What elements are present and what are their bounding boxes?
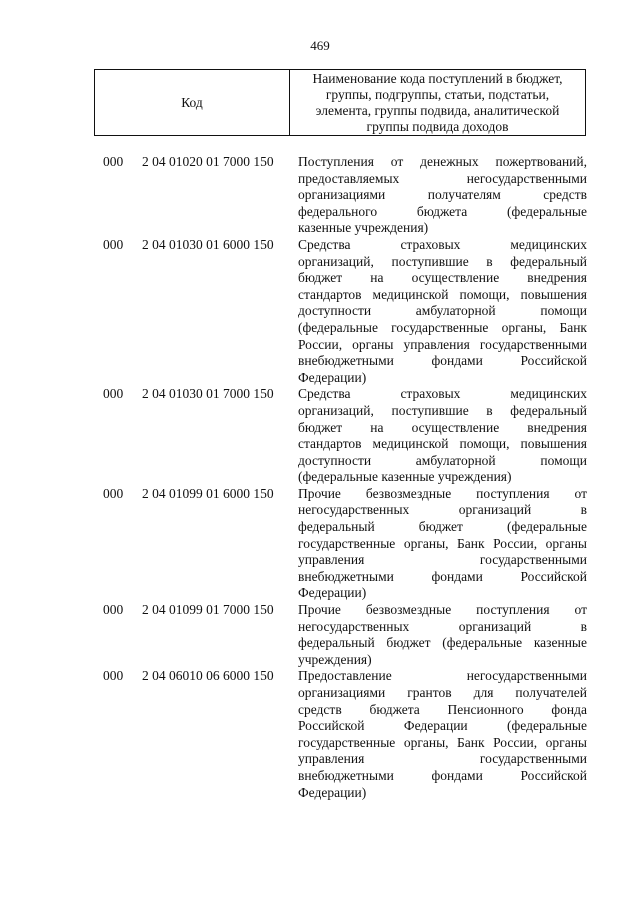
revenue-description [298,154,587,237]
description-line: Прочие безвозмездные поступления от [298,602,587,618]
admin-code: 000 [103,386,124,402]
description-line: казенные учреждения) [298,220,429,236]
description-line: государственные органы, Банк России, органы [298,535,587,551]
description-line: Федерации) [298,369,367,385]
page-number: 469 [310,38,330,53]
description-line: управления государственными [298,552,587,568]
description-line: средств бюджета Пенсионного фонда [298,701,587,717]
table-row [0,237,640,386]
table-header [94,69,586,136]
description-line: организациями получателям средств [298,187,587,203]
description-line: доступности амбулаторной помощи [298,303,587,319]
header-name-cell [290,70,585,135]
description-line: учреждения) [298,651,372,667]
description-line: доступности амбулаторной помощи [298,452,587,468]
description-line: (федеральные государственные органы, Банк [298,319,587,335]
table-row [0,486,640,602]
admin-code: 000 [103,602,124,618]
description-line: организациями грантов для получателей [298,685,587,700]
table-row [0,154,640,237]
header-name-line: группы, подгруппы, статьи, подстатьи, [325,86,550,102]
description-line: Прочие безвозмездные поступления от [298,485,587,501]
header-name-line: элемента, группы подвида, аналитической [315,102,560,118]
description-line: бюджет на осуществление внедрения [298,270,587,286]
description-line: федеральный бюджет (федеральные казенные [298,635,587,651]
description-line: Поступления от денежных пожертвований, [298,154,587,169]
description-line: стандартов медицинской помощи, повышения [298,286,587,302]
admin-code: 000 [103,154,124,169]
description-line: внебюджетными фондами Российской [298,568,587,584]
header-name-line: группы подвида доходов [366,118,509,134]
header-code-cell: Код [95,70,290,135]
table-row [0,668,640,801]
table-row [0,602,640,668]
table-row [0,386,640,486]
revenue-description [298,237,587,386]
description-line: организаций, поступившие в федеральный [298,253,587,269]
description-line: Средства страховых медицинских [298,386,587,402]
description-line: России, органы управления государственными [298,336,587,352]
admin-code: 000 [103,236,124,252]
description-line: (федеральные казенные учреждения) [298,469,512,485]
description-line: внебюджетными фондами Российской [298,353,587,369]
description-line: негосударственных организаций в [298,502,587,518]
revenue-code: 2 04 01099 01 7000 150 [142,602,274,618]
revenue-description [298,668,587,801]
revenue-description [298,602,587,668]
description-line: организаций, поступившие в федеральный [298,402,587,418]
description-line: управления государственными [298,751,587,767]
description-line: государственные органы, Банк России, органы [298,734,587,750]
revenue-description [298,386,587,486]
description-line: предоставляемых негосударственными [298,170,587,186]
description-line: негосударственных организаций в [298,618,587,634]
header-name-line: Наименование кода поступлений в бюджет, [312,70,563,86]
revenue-code: 2 04 06010 06 6000 150 [142,668,274,684]
revenue-code: 2 04 01020 01 7000 150 [142,154,274,169]
description-line: бюджет на осуществление внедрения [298,419,587,435]
revenue-code-list [0,154,640,801]
description-line: внебюджетными фондами Российской [298,767,587,783]
description-line: Федерации) [298,784,367,800]
description-line: Предоставление негосударственными [298,668,587,684]
admin-code: 000 [103,485,124,501]
description-line: Средства страховых медицинских [298,236,587,252]
description-line: федерального бюджета (федеральные [298,203,587,219]
description-line: Российской Федерации (федеральные [298,718,587,734]
description-line: Федерации) [298,585,367,601]
admin-code: 000 [103,668,124,684]
revenue-description [298,486,587,602]
description-line: федеральный бюджет (федеральные [298,519,587,535]
revenue-code: 2 04 01030 01 6000 150 [142,236,274,252]
description-line: стандартов медицинской помощи, повышения [298,436,587,452]
revenue-code: 2 04 01030 01 7000 150 [142,386,274,402]
revenue-code: 2 04 01099 01 6000 150 [142,485,274,501]
